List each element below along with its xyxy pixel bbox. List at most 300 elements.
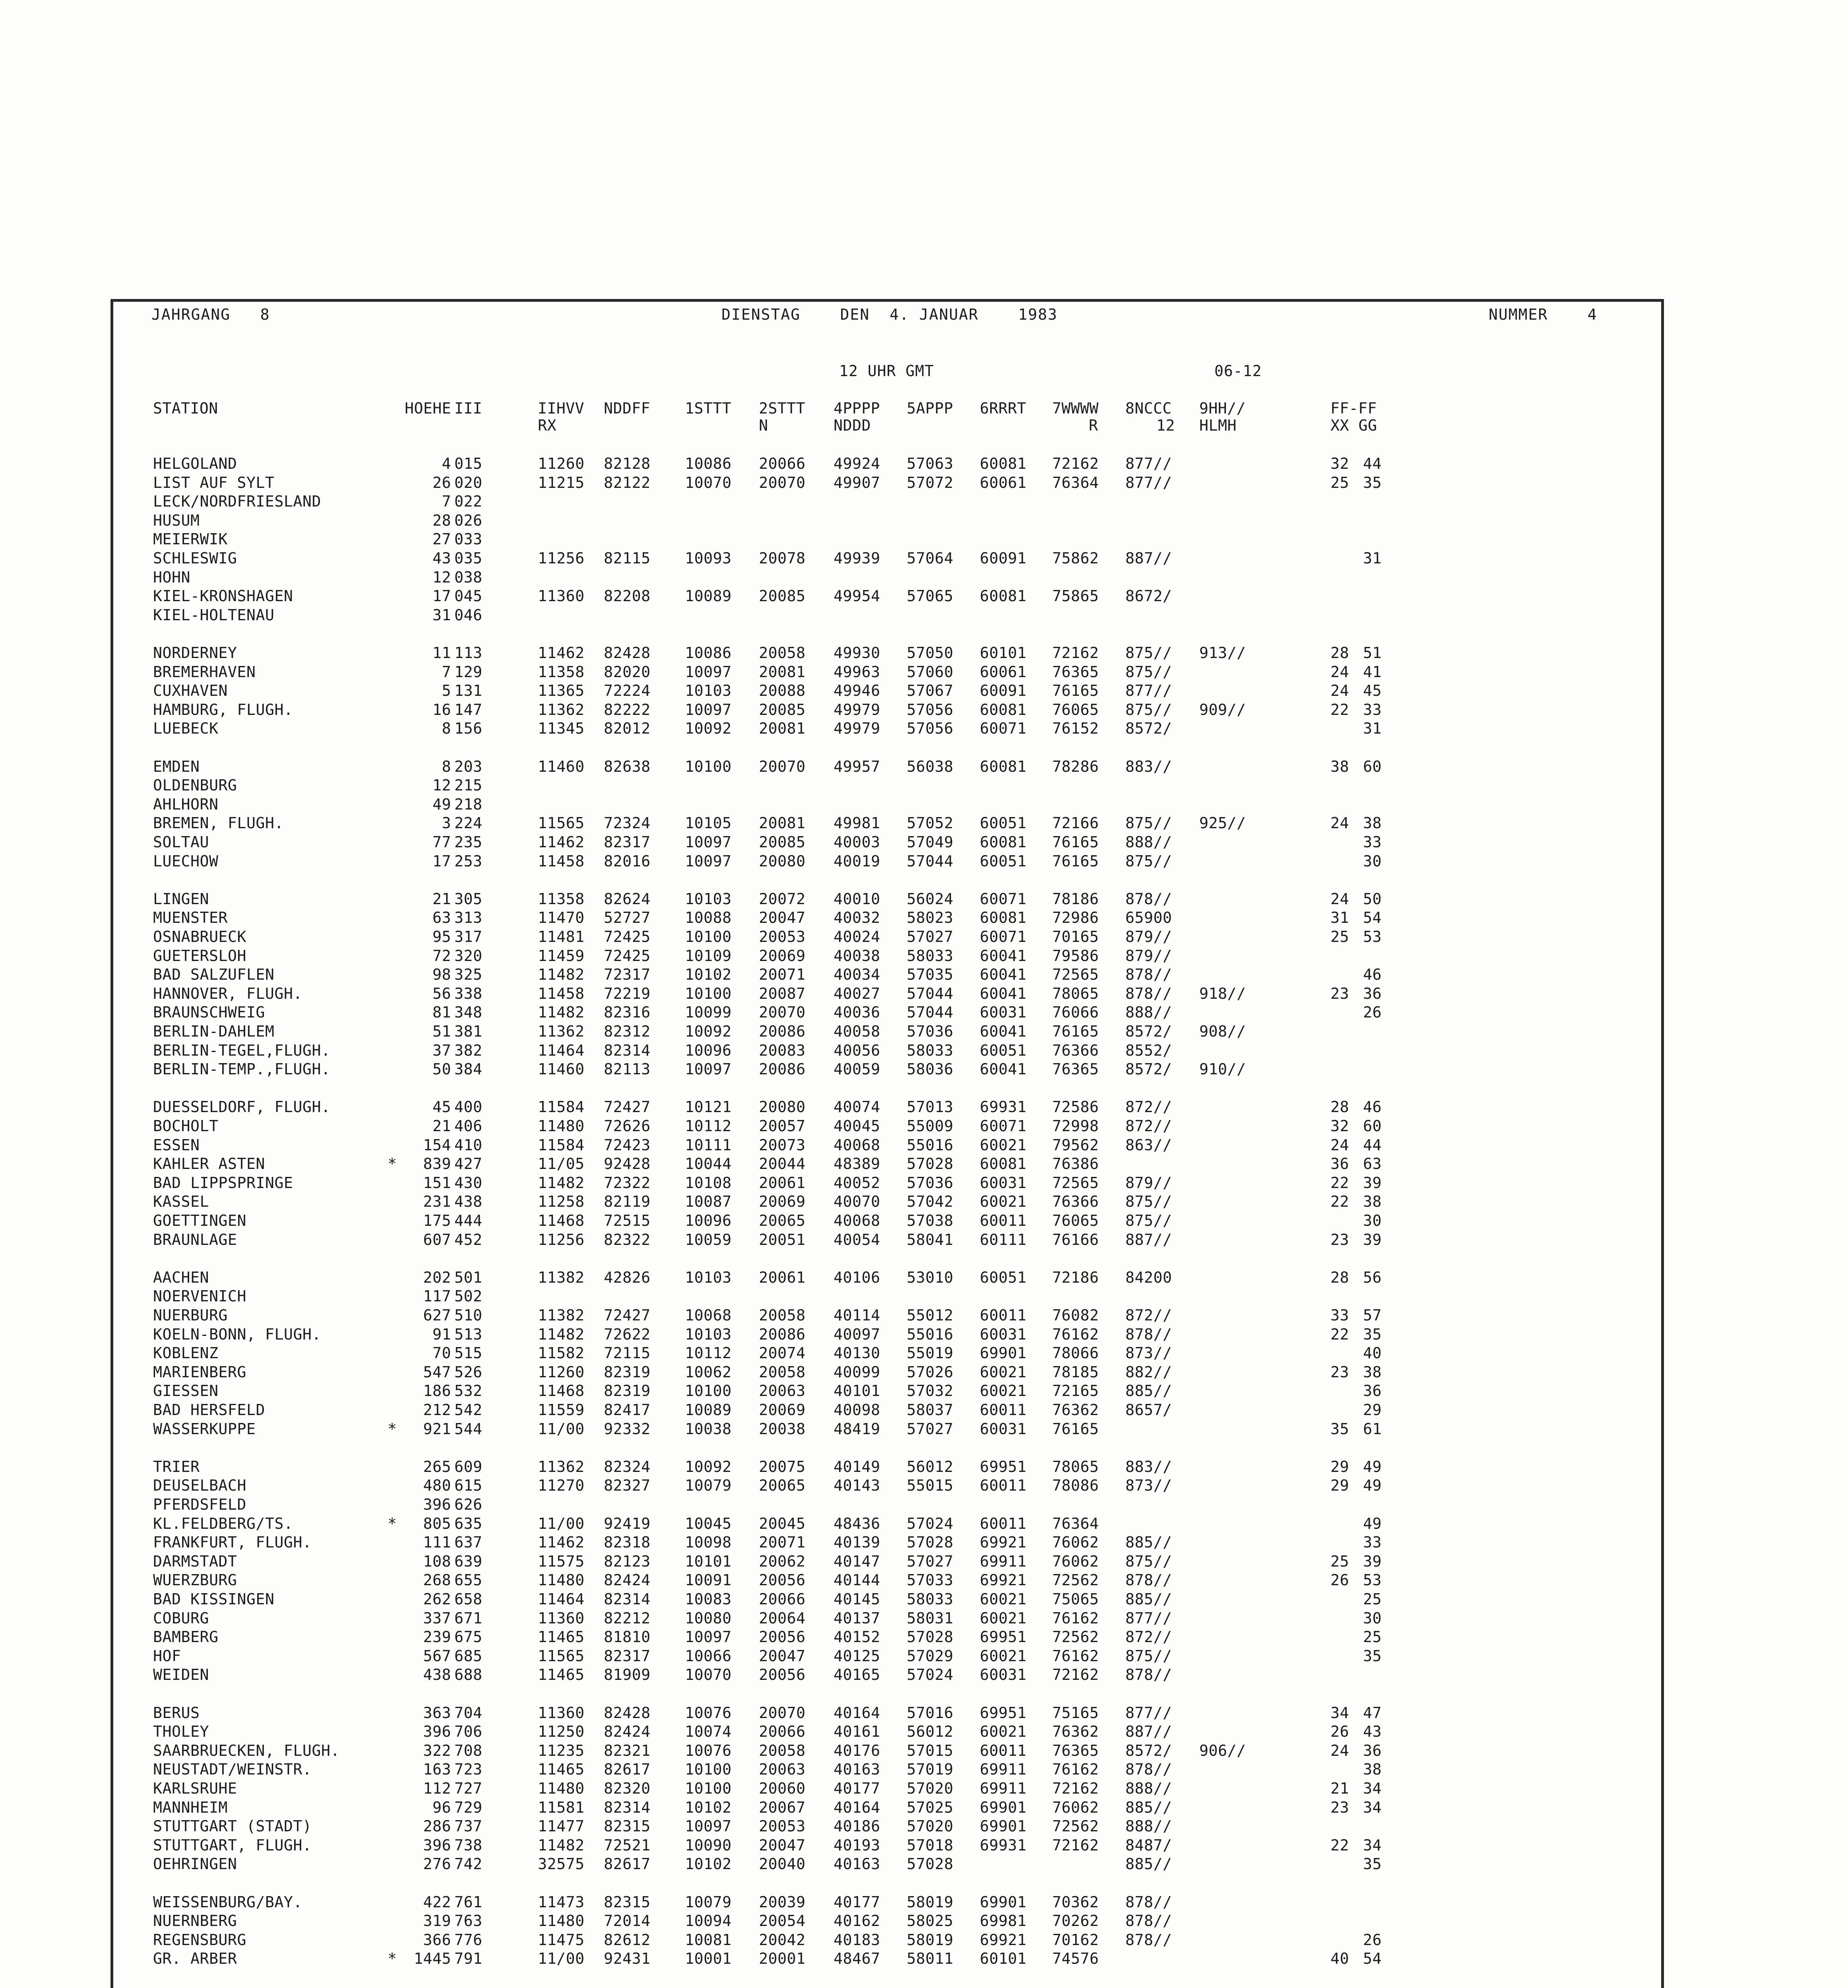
station-elevation: 396 <box>423 1496 451 1514</box>
station-number: 635 <box>454 1515 483 1533</box>
synop-group: 81810 <box>604 1629 651 1646</box>
synop-group: 10097 <box>685 663 732 681</box>
synop-group: 11468 <box>538 1382 585 1400</box>
synop-group: 10079 <box>685 1893 732 1911</box>
synop-group: 11468 <box>538 1212 585 1230</box>
station-name: HAMBURG, FLUGH. <box>153 701 293 719</box>
synop-group: 49946 <box>834 682 880 700</box>
wind-gust-a: 29 <box>1330 1458 1349 1476</box>
column-heading: 9HH// <box>1199 400 1246 417</box>
synop-group: 20040 <box>759 1856 806 1873</box>
synop-group: 40101 <box>834 1382 880 1400</box>
synop-group: 76062 <box>1052 1799 1099 1817</box>
column-subheading: R <box>1089 417 1098 435</box>
synop-group: 8572/ <box>1125 720 1172 738</box>
synop-group: 69901 <box>980 1818 1027 1836</box>
synop-group: 40193 <box>834 1837 880 1854</box>
station-number: 609 <box>454 1458 483 1476</box>
station-number: 706 <box>454 1723 483 1741</box>
synop-group: 10102 <box>685 1799 732 1817</box>
synop-group: 57032 <box>907 1382 954 1400</box>
synop-group: 10100 <box>685 758 732 776</box>
synop-group: 82612 <box>604 1931 651 1949</box>
report-sheet <box>111 299 1664 1988</box>
synop-group: 82417 <box>604 1402 651 1419</box>
station-number: 129 <box>454 663 483 681</box>
synop-group: 872// <box>1125 1118 1172 1135</box>
station-elevation: 12 <box>432 777 451 795</box>
synop-group: 57015 <box>907 1742 954 1760</box>
station-elevation: 154 <box>423 1136 451 1154</box>
synop-group: 60021 <box>980 1591 1027 1608</box>
synop-group: 20065 <box>759 1212 806 1230</box>
synop-group: 58033 <box>907 947 954 965</box>
synop-group: 72224 <box>604 682 651 700</box>
synop-group: 8572/ <box>1125 1061 1172 1079</box>
synop-group: 10097 <box>685 1629 732 1646</box>
station-name: DEUSELBACH <box>153 1477 246 1495</box>
synop-group: 11382 <box>538 1269 585 1287</box>
synop-group: 65900 <box>1125 909 1172 927</box>
synop-group: 20081 <box>759 815 806 833</box>
synop-group: 57027 <box>907 928 954 946</box>
wind-gust-a: 22 <box>1330 701 1349 719</box>
station-name: KASSEL <box>153 1193 209 1211</box>
synop-group: 11565 <box>538 1647 585 1665</box>
synop-group: 60071 <box>980 890 1027 908</box>
synop-group: 10092 <box>685 1458 732 1476</box>
wind-gust-a: 24 <box>1330 682 1349 700</box>
synop-group: 57013 <box>907 1099 954 1116</box>
wind-gust-b: 49 <box>1363 1515 1382 1533</box>
synop-group: 888// <box>1125 1818 1172 1836</box>
synop-group: 92431 <box>604 1950 651 1968</box>
station-name: SOLTAU <box>153 834 209 851</box>
station-name: PFERDSFELD <box>153 1496 246 1514</box>
station-elevation: 480 <box>423 1477 451 1495</box>
synop-group: 877// <box>1125 682 1172 700</box>
synop-group: 92332 <box>604 1420 651 1438</box>
synop-group: 11345 <box>538 720 585 738</box>
synop-group: 20087 <box>759 985 806 1003</box>
synop-group: 40032 <box>834 909 880 927</box>
synop-group: 82119 <box>604 1193 651 1211</box>
synop-group: 52727 <box>604 909 651 927</box>
synop-group: 76386 <box>1052 1155 1099 1173</box>
synop-group: 76152 <box>1052 720 1099 738</box>
station-name: WEIDEN <box>153 1666 209 1684</box>
synop-group: 69911 <box>980 1761 1027 1779</box>
synop-group: 20070 <box>759 474 806 492</box>
station-number: 761 <box>454 1893 483 1911</box>
station-number: 427 <box>454 1155 483 1173</box>
station-name: GR. ARBER <box>153 1950 237 1968</box>
synop-group: 11382 <box>538 1307 585 1324</box>
synop-group: 70165 <box>1052 928 1099 946</box>
synop-group: 40139 <box>834 1534 880 1552</box>
synop-group: 10103 <box>685 1269 732 1287</box>
synop-group: 78086 <box>1052 1477 1099 1495</box>
wind-gust-b: 46 <box>1363 1099 1382 1116</box>
station-name: LECK/NORDFRIESLAND <box>153 493 321 511</box>
station-number: 305 <box>454 890 483 908</box>
synop-group: 40186 <box>834 1818 880 1836</box>
synop-group: 879// <box>1125 947 1172 965</box>
wind-gust-b: 38 <box>1363 815 1382 833</box>
synop-group: 60101 <box>980 1950 1027 1968</box>
synop-group: 49954 <box>834 588 880 606</box>
synop-group: 20001 <box>759 1950 806 1968</box>
synop-group: 10076 <box>685 1742 732 1760</box>
station-number: 203 <box>454 758 483 776</box>
synop-group: 11358 <box>538 890 585 908</box>
synop-group: 55012 <box>907 1307 954 1324</box>
synop-group: 11260 <box>538 455 585 473</box>
station-number: 452 <box>454 1231 483 1249</box>
synop-group: 10111 <box>685 1136 732 1154</box>
synop-group: 82315 <box>604 1893 651 1911</box>
synop-group: 40144 <box>834 1572 880 1590</box>
station-elevation: 72 <box>432 947 451 965</box>
station-number: 501 <box>454 1269 483 1287</box>
synop-group: 40164 <box>834 1704 880 1722</box>
synop-group: 878// <box>1125 1912 1172 1930</box>
synop-group: 910// <box>1199 1061 1246 1079</box>
synop-group: 877// <box>1125 455 1172 473</box>
synop-group: 82317 <box>604 834 651 851</box>
wind-gust-a: 40 <box>1330 1950 1349 1968</box>
synop-group: 82321 <box>604 1742 651 1760</box>
station-elevation: 422 <box>423 1893 451 1911</box>
synop-group: 20053 <box>759 1818 806 1836</box>
station-name: KAHLER ASTEN <box>153 1155 265 1173</box>
station-elevation: 12 <box>432 569 451 586</box>
synop-group: 58036 <box>907 1061 954 1079</box>
station-elevation: 28 <box>432 512 451 530</box>
synop-group: 877// <box>1125 474 1172 492</box>
synop-group: 10112 <box>685 1118 732 1135</box>
wind-gust-b: 44 <box>1363 1136 1382 1154</box>
station-name: NOERVENICH <box>153 1288 246 1306</box>
synop-group: 8487/ <box>1125 1837 1172 1854</box>
station-name: WASSERKUPPE <box>153 1420 256 1438</box>
station-name: HOF <box>153 1647 181 1665</box>
synop-group: 57067 <box>907 682 954 700</box>
station-name: BAMBERG <box>153 1629 219 1646</box>
synop-group: 879// <box>1125 1174 1172 1192</box>
synop-group: 11477 <box>538 1818 585 1836</box>
wind-gust-b: 30 <box>1363 1609 1382 1627</box>
synop-group: 58033 <box>907 1042 954 1060</box>
synop-group: 78066 <box>1052 1345 1099 1363</box>
synop-group: 11250 <box>538 1723 585 1741</box>
synop-group: 82318 <box>604 1534 651 1552</box>
synop-group: 20070 <box>759 1704 806 1722</box>
station-number: 532 <box>454 1382 483 1400</box>
synop-group: 82123 <box>604 1553 651 1571</box>
synop-group: 10112 <box>685 1345 732 1363</box>
synop-group: 20057 <box>759 1118 806 1135</box>
wind-gust-a: 22 <box>1330 1193 1349 1211</box>
synop-group: 877// <box>1125 1704 1172 1722</box>
synop-group: 10094 <box>685 1912 732 1930</box>
synop-group: 48419 <box>834 1420 880 1438</box>
synop-group: 10083 <box>685 1591 732 1608</box>
synop-group: 60091 <box>980 550 1027 567</box>
synop-group: 11270 <box>538 1477 585 1495</box>
synop-group: 918// <box>1199 985 1246 1003</box>
synop-group: 20069 <box>759 1193 806 1211</box>
synop-group: 70362 <box>1052 1893 1099 1911</box>
synop-group: 79562 <box>1052 1136 1099 1154</box>
station-elevation: 43 <box>432 550 451 567</box>
wind-gust-a: 29 <box>1330 1477 1349 1495</box>
station-number: 708 <box>454 1742 483 1760</box>
wind-gust-b: 35 <box>1363 1856 1382 1873</box>
synop-group: 40010 <box>834 890 880 908</box>
station-name: KL.FELDBERG/TS. <box>153 1515 293 1533</box>
wind-gust-b: 54 <box>1363 1950 1382 1968</box>
synop-group: 11465 <box>538 1761 585 1779</box>
synop-group: 925// <box>1199 815 1246 833</box>
station-name: GOETTINGEN <box>153 1212 246 1230</box>
station-number: 156 <box>454 720 483 738</box>
synop-group: 40038 <box>834 947 880 965</box>
synop-group: 20058 <box>759 1742 806 1760</box>
synop-group: 60021 <box>980 1647 1027 1665</box>
station-elevation: 921 <box>423 1420 451 1438</box>
wind-gust-b: 57 <box>1363 1307 1382 1324</box>
wind-gust-b: 36 <box>1363 1742 1382 1760</box>
wind-gust-a: 25 <box>1330 474 1349 492</box>
synop-group: 10097 <box>685 1061 732 1079</box>
column-subheading: N <box>759 417 768 435</box>
column-subheading: HLMH <box>1199 417 1237 435</box>
synop-group: 76364 <box>1052 474 1099 492</box>
station-name: MEIERWIK <box>153 531 228 549</box>
synop-group: 40070 <box>834 1193 880 1211</box>
wind-gust-a: 24 <box>1330 890 1349 908</box>
synop-group: 10080 <box>685 1609 732 1627</box>
column-heading: 4PPPP <box>834 400 880 417</box>
wind-gust-b: 34 <box>1363 1799 1382 1817</box>
synop-group: 11362 <box>538 1458 585 1476</box>
station-name: BAD HERSFELD <box>153 1402 265 1419</box>
synop-group: 82016 <box>604 852 651 870</box>
synop-group: 878// <box>1125 890 1172 908</box>
station-elevation: 175 <box>423 1212 451 1230</box>
synop-group: 10076 <box>685 1704 732 1722</box>
station-elevation: 212 <box>423 1402 451 1419</box>
synop-group: 11584 <box>538 1099 585 1116</box>
synop-group: 57042 <box>907 1193 954 1211</box>
synop-group: 20062 <box>759 1553 806 1571</box>
station-elevation: 396 <box>423 1723 451 1741</box>
synop-group: 40098 <box>834 1402 880 1419</box>
synop-group: 875// <box>1125 1193 1172 1211</box>
synop-group: 10098 <box>685 1534 732 1552</box>
synop-group: 10001 <box>685 1950 732 1968</box>
station-number: 338 <box>454 985 483 1003</box>
station-elevation: 37 <box>432 1042 451 1060</box>
station-name: STUTTGART (STADT) <box>153 1818 312 1836</box>
synop-group: 878// <box>1125 1326 1172 1343</box>
synop-group: 48436 <box>834 1515 880 1533</box>
synop-group: 60041 <box>980 985 1027 1003</box>
synop-group: 11362 <box>538 701 585 719</box>
synop-group: 55009 <box>907 1118 954 1135</box>
synop-group: 20072 <box>759 890 806 908</box>
synop-group: 82115 <box>604 550 651 567</box>
synop-group: 10092 <box>685 720 732 738</box>
synop-group: 60021 <box>980 1363 1027 1381</box>
synop-group: 40099 <box>834 1363 880 1381</box>
synop-group: 10105 <box>685 815 732 833</box>
synop-group: 60071 <box>980 720 1027 738</box>
station-number: 515 <box>454 1345 483 1363</box>
station-number: 026 <box>454 512 483 530</box>
wind-gust-a: 22 <box>1330 1174 1349 1192</box>
synop-group: 76165 <box>1052 1420 1099 1438</box>
station-number: 671 <box>454 1609 483 1627</box>
synop-group: 20063 <box>759 1761 806 1779</box>
station-name: DUESSELDORF, FLUGH. <box>153 1099 331 1116</box>
synop-group: 20075 <box>759 1458 806 1476</box>
synop-group: 11475 <box>538 1931 585 1949</box>
synop-group: 82428 <box>604 645 651 662</box>
synop-group: 82319 <box>604 1382 651 1400</box>
synop-group: 40145 <box>834 1591 880 1608</box>
synop-group: 81909 <box>604 1666 651 1684</box>
synop-group: 11362 <box>538 1023 585 1041</box>
synop-group: 60011 <box>980 1742 1027 1760</box>
synop-group: 11482 <box>538 1326 585 1343</box>
station-elevation: 4 <box>442 455 451 473</box>
synop-group: 82424 <box>604 1723 651 1741</box>
synop-group: 20056 <box>759 1572 806 1590</box>
synop-group: 82122 <box>604 474 651 492</box>
station-name: NORDERNEY <box>153 645 237 662</box>
synop-group: 10074 <box>685 1723 732 1741</box>
synop-group: 11360 <box>538 1609 585 1627</box>
synop-group: 887// <box>1125 550 1172 567</box>
synop-group: 20081 <box>759 663 806 681</box>
synop-group: 76162 <box>1052 1326 1099 1343</box>
synop-group: 875// <box>1125 1553 1172 1571</box>
synop-group: 60081 <box>980 1155 1027 1173</box>
synop-group: 11465 <box>538 1666 585 1684</box>
synop-group: 8657/ <box>1125 1402 1172 1419</box>
station-number: 742 <box>454 1856 483 1873</box>
synop-group: 57044 <box>907 1004 954 1022</box>
synop-group: 875// <box>1125 1212 1172 1230</box>
station-elevation: 265 <box>423 1458 451 1476</box>
synop-group: 10108 <box>685 1174 732 1192</box>
station-elevation: 607 <box>423 1231 451 1249</box>
synop-group: 888// <box>1125 1004 1172 1022</box>
synop-group: 875// <box>1125 1647 1172 1665</box>
station-name: BERLIN-TEGEL,FLUGH. <box>153 1042 331 1060</box>
synop-group: 69981 <box>980 1912 1027 1930</box>
synop-group: 11584 <box>538 1136 585 1154</box>
station-number: 313 <box>454 909 483 927</box>
station-name: GUETERSLOH <box>153 947 246 965</box>
synop-group: 20069 <box>759 1402 806 1419</box>
wind-gust-b: 29 <box>1363 1402 1382 1419</box>
synop-group: 885// <box>1125 1591 1172 1608</box>
synop-group: 76162 <box>1052 1609 1099 1627</box>
synop-group: 57036 <box>907 1174 954 1192</box>
synop-group: 11365 <box>538 682 585 700</box>
synop-group: 72165 <box>1052 1382 1099 1400</box>
synop-group: 887// <box>1125 1723 1172 1741</box>
synop-group: 888// <box>1125 834 1172 851</box>
synop-group: 40027 <box>834 985 880 1003</box>
station-number: 502 <box>454 1288 483 1306</box>
station-number: 688 <box>454 1666 483 1684</box>
synop-group: 20061 <box>759 1269 806 1287</box>
synop-group: 887// <box>1125 1231 1172 1249</box>
synop-group: 72162 <box>1052 1837 1099 1854</box>
column-heading: FF-FF <box>1330 400 1377 417</box>
station-elevation: 26 <box>432 474 451 492</box>
synop-group: 58037 <box>907 1402 954 1419</box>
synop-group: 76062 <box>1052 1553 1099 1571</box>
wind-gust-a: 21 <box>1330 1780 1349 1798</box>
synop-group: 11258 <box>538 1193 585 1211</box>
station-name: BRAUNLAGE <box>153 1231 237 1249</box>
synop-group: 60031 <box>980 1666 1027 1684</box>
station-number: 737 <box>454 1818 483 1836</box>
wind-gust-a: 32 <box>1330 455 1349 473</box>
synop-group: 82020 <box>604 663 651 681</box>
synop-group: 72562 <box>1052 1629 1099 1646</box>
synop-group: 82212 <box>604 1609 651 1627</box>
wind-gust-a: 26 <box>1330 1572 1349 1590</box>
column-heading: 5APPP <box>907 400 953 417</box>
synop-group: 57027 <box>907 1553 954 1571</box>
synop-group: 20074 <box>759 1345 806 1363</box>
synop-group: 40054 <box>834 1231 880 1249</box>
wind-gust-b: 33 <box>1363 1534 1382 1552</box>
synop-group: 10099 <box>685 1004 732 1022</box>
wind-gust-b: 34 <box>1363 1780 1382 1798</box>
wind-gust-a: 35 <box>1330 1420 1349 1438</box>
wind-gust-b: 61 <box>1363 1420 1382 1438</box>
mountain-station-marker: * <box>388 1950 397 1968</box>
synop-group: 885// <box>1125 1534 1172 1552</box>
synop-group: 11462 <box>538 1534 585 1552</box>
synop-group: 40024 <box>834 928 880 946</box>
wind-gust-a: 28 <box>1330 645 1349 662</box>
station-elevation: 8 <box>442 758 451 776</box>
station-number: 020 <box>454 474 483 492</box>
synop-group: 72162 <box>1052 1780 1099 1798</box>
synop-group: 11256 <box>538 550 585 567</box>
synop-group: 57072 <box>907 474 954 492</box>
wind-gust-a: 36 <box>1330 1155 1349 1173</box>
synop-group: 60021 <box>980 1193 1027 1211</box>
station-elevation: 286 <box>423 1818 451 1836</box>
synop-group: 10062 <box>685 1363 732 1381</box>
column-heading: 2STTT <box>759 400 805 417</box>
station-number: 033 <box>454 531 483 549</box>
station-number: 325 <box>454 966 483 984</box>
synop-group: 92419 <box>604 1515 651 1533</box>
synop-group: 60041 <box>980 1061 1027 1079</box>
synop-group: 20058 <box>759 1363 806 1381</box>
station-number: 639 <box>454 1553 483 1571</box>
